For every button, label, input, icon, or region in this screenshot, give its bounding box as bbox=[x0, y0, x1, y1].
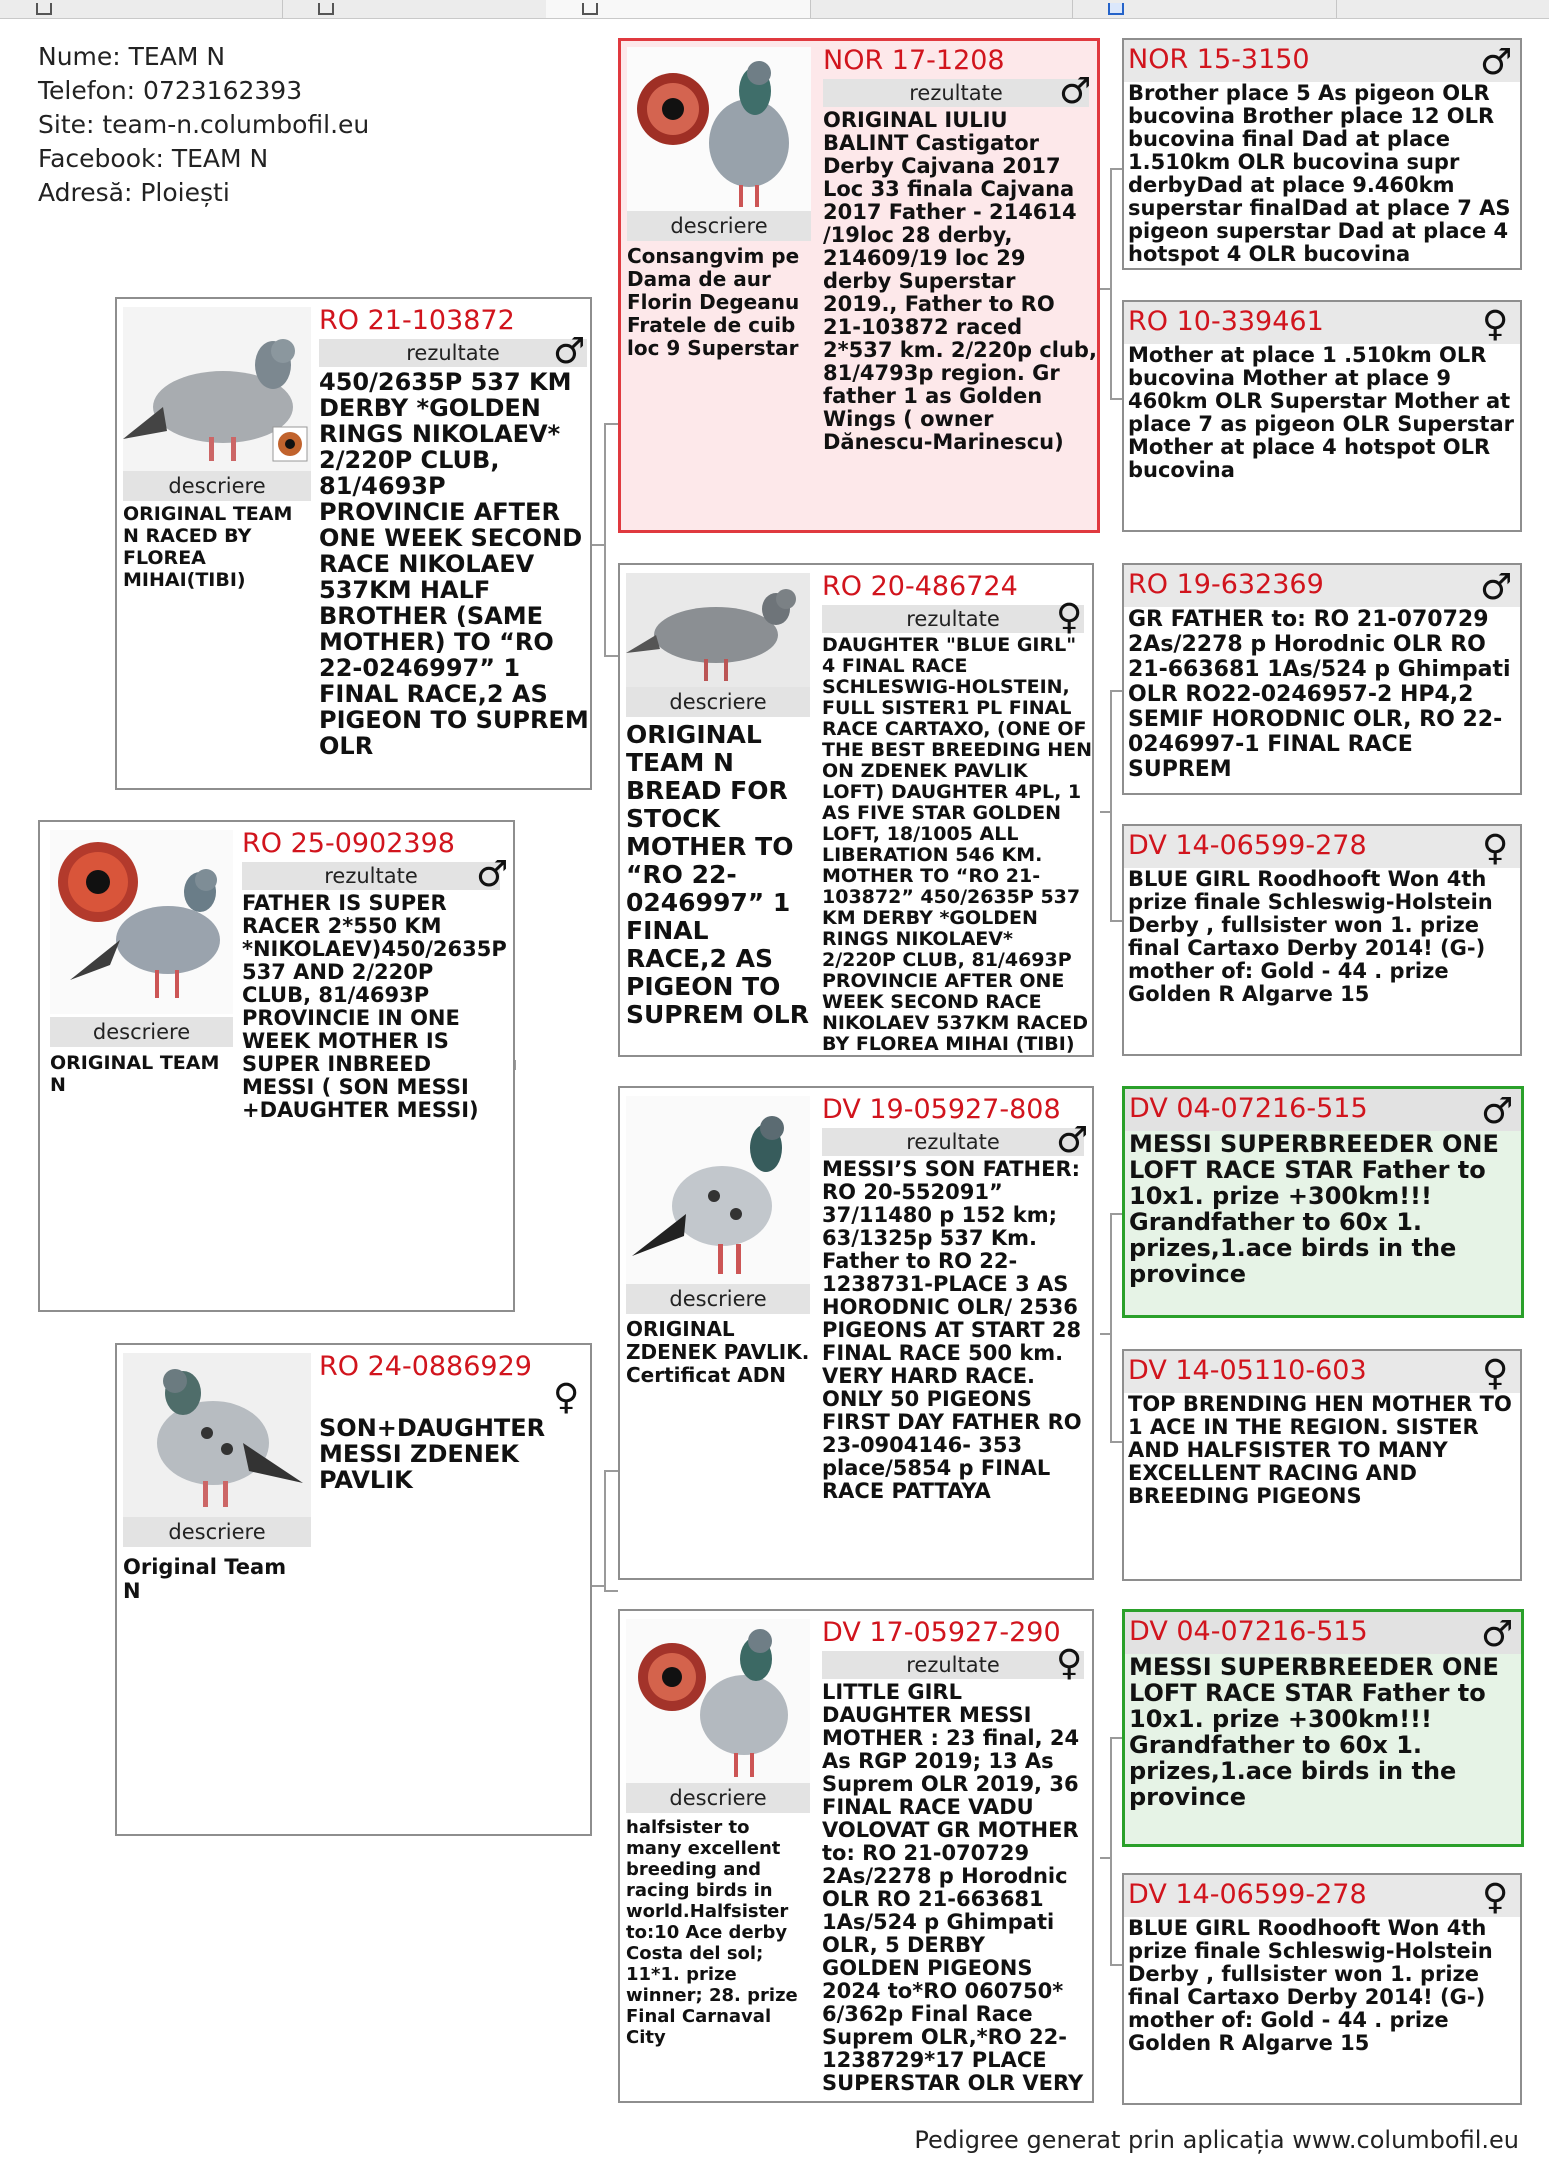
male-icon: ♂ bbox=[1481, 1091, 1514, 1132]
rezultate-button[interactable]: rezultate bbox=[822, 605, 1084, 633]
pigeon-photo[interactable] bbox=[123, 307, 311, 473]
footer-credit: Pedigree generat prin aplicația www.columbofil.eu bbox=[914, 2126, 1519, 2154]
pigeon-card-maternal-grandmother bbox=[618, 1609, 1094, 2103]
pigeon-info: BLUE GIRL Roodhooft Won 4th prize finale Schleswig-Holstein Derby , fullsister won 1. prize final Cartaxo Derby 2014! (G-) mother of: Gold - 44 . prize Golden R Algarve 15 bbox=[1128, 868, 1493, 1006]
rezultate-button[interactable]: rezultate bbox=[242, 862, 500, 890]
connector-line bbox=[604, 1590, 618, 1592]
male-icon: ♂ bbox=[476, 854, 509, 895]
page-icon bbox=[318, 3, 334, 15]
page-icon bbox=[36, 3, 52, 15]
pigeon-photo[interactable] bbox=[50, 830, 233, 1014]
female-icon: ♀ bbox=[1482, 828, 1509, 869]
male-icon: ♂ bbox=[1056, 1120, 1089, 1161]
pigeon-description: Original Team N bbox=[123, 1555, 287, 1603]
pigeon-card-mmf bbox=[1122, 1609, 1524, 1847]
pigeon-info: MESSI SUPERBREEDER ONE LOFT RACE STAR Father to 10x1. prize +300km!!! Grandfather to 60x 1. prizes,1.ace birds in the province bbox=[1129, 1654, 1499, 1811]
connector-line bbox=[1110, 1213, 1112, 1443]
connector-line bbox=[1110, 1737, 1112, 1966]
female-icon: ♀ bbox=[1482, 304, 1509, 345]
pigeon-description: ORIGINAL TEAM N BREAD FOR STOCK MOTHER TO “RO 22-0246997” 1 FINAL RACE,2 AS PIGEON TO SUPREM OLR bbox=[626, 720, 809, 1029]
browser-tab-1[interactable] bbox=[0, 0, 283, 18]
connector-line bbox=[604, 1470, 606, 1592]
pigeon-photo[interactable] bbox=[626, 1619, 810, 1785]
pigeon-info: Mother at place 1 .510km OLR bucovina Mother at place 9 460km OLR Superstar Mother at place 7 as pigeon OLR Superstar Mother at place 4 hotspot OLR bucovina bbox=[1128, 344, 1514, 482]
connector-line bbox=[1110, 690, 1112, 922]
descriere-button[interactable]: descriere bbox=[123, 1517, 311, 1547]
pigeon-photo[interactable] bbox=[627, 47, 811, 217]
pigeon-eye-icon bbox=[627, 47, 811, 217]
pigeon-card-mother bbox=[115, 1343, 592, 1836]
connector-line bbox=[592, 544, 604, 546]
pigeon-card-fmf bbox=[1122, 563, 1522, 795]
browser-tab-2[interactable] bbox=[282, 0, 547, 18]
pigeon-info: MESSI SUPERBREEDER ONE LOFT RACE STAR Father to 10x1. prize +300km!!! Grandfather to 60x 1. prizes,1.ace birds in the province bbox=[1129, 1131, 1499, 1288]
browser-tab-4[interactable] bbox=[810, 0, 1073, 18]
pigeon-card-subject bbox=[38, 820, 515, 1312]
pigeon-card-fmm bbox=[1122, 824, 1522, 1056]
rezultate-button[interactable]: rezultate bbox=[823, 79, 1089, 107]
pigeon-info: TOP BRENDING HEN MOTHER TO 1 ACE IN THE REGION. SISTER AND HALFSISTER TO MANY EXCELLENT RACING AND BREEDING PIGEONS bbox=[1128, 1393, 1512, 1508]
rezultate-button[interactable]: rezultate bbox=[319, 339, 587, 367]
female-icon: ♀ bbox=[1482, 1353, 1509, 1394]
pigeon-description: halfsister to many excellent breeding and racing birds in world.Halfsister to:10 Ace derby Costa del sol; 11*1. prize winner; 28. prize Final Carnaval City bbox=[626, 1817, 798, 2048]
pigeon-ring-number[interactable]: DV 17-05927-290 bbox=[822, 1617, 1061, 1648]
pigeon-info: SON+DAUGHTER MESSI ZDENEK PAVLIK bbox=[319, 1415, 546, 1494]
descriere-button[interactable]: descriere bbox=[123, 471, 311, 501]
contact-address: Adresă: Ploiești bbox=[38, 178, 230, 207]
pigeon-info: FATHER IS SUPER RACER 2*550 KM *NIKOLAEV)450/2635P 537 AND 2/220P CLUB, 81/4693P PROVINCIE IN ONE WEEK MOTHER IS SUPER INBREED MESSI ( SON MESSI +DAUGHTER MESSI) bbox=[242, 892, 507, 1122]
male-icon: ♂ bbox=[1059, 71, 1092, 112]
rezultate-button[interactable]: rezultate bbox=[822, 1128, 1084, 1156]
pigeon-photo[interactable] bbox=[626, 1096, 810, 1286]
pigeon-photo-icon bbox=[626, 573, 810, 689]
male-icon: ♂ bbox=[1480, 567, 1513, 608]
pigeon-card-mmm bbox=[1122, 1873, 1522, 2105]
pigeon-ring-number[interactable]: DV 04-07216-515 bbox=[1129, 1093, 1368, 1124]
pigeon-info: GR FATHER to: RO 21-070729 2As/2278 p Horodnic OLR RO 21-663681 1As/524 p Ghimpati OLR RO22-0246957-2 HP4,2 SEMIF HORODNIC OLR, RO 22-0246997-1 FINAL RACE SUPREM bbox=[1128, 607, 1511, 782]
pigeon-ring-number[interactable]: RO 10-339461 bbox=[1128, 306, 1324, 337]
pigeon-ring-number[interactable]: NOR 15-3150 bbox=[1128, 44, 1310, 75]
pigeon-info: ORIGINAL IULIU BALINT Castigator Derby Cajvana 2017 Loc 33 finala Cajvana 2017 Father - 214614 /19loc 28 derby, 214609/19 loc 29 derby Superstar 2019., Father to RO 21-103872 raced 2*537 km. 2/220p club, 81/4793p region. Gr father 1 as Golden Wings ( owner Dănescu-Marinescu) bbox=[823, 109, 1097, 454]
pigeon-photo[interactable] bbox=[123, 1353, 311, 1519]
male-icon: ♂ bbox=[1480, 42, 1513, 83]
connector-line bbox=[592, 1585, 604, 1587]
pigeon-card-mff bbox=[1122, 1086, 1524, 1318]
pigeon-ring-number[interactable]: RO 24-0886929 bbox=[319, 1351, 532, 1382]
connector-line bbox=[604, 423, 618, 425]
pigeon-ring-number[interactable]: DV 14-05110-603 bbox=[1128, 1355, 1367, 1386]
male-icon: ♂ bbox=[553, 331, 586, 372]
pigeon-photo-icon bbox=[626, 1096, 810, 1286]
pigeon-info: MESSI’S SON FATHER: RO 20-552091” 37/11480 p 152 km; 63/1325p 537 Km. Father to RO 22-1238731-PLACE 3 AS HORODNIC OLR/ 2536 PIGEONS AT START 28 FINAL RACE 500 km. VERY HARD RACE. ONLY 50 PIGEONS FIRST DAY FATHER RO 23-0904146- 353 place/5854 p FINAL RACE PATTAYA bbox=[822, 1158, 1082, 1503]
checkbox-icon bbox=[1108, 3, 1124, 15]
browser-tab-5[interactable] bbox=[1072, 0, 1337, 18]
connector-line bbox=[604, 423, 606, 656]
pigeon-description: ORIGINAL TEAM N bbox=[50, 1052, 220, 1096]
pigeon-ring-number[interactable]: DV 19-05927-808 bbox=[822, 1094, 1061, 1125]
pigeon-description: Consangvim pe Dama de aur Florin Degeanu Fratele de cuib loc 9 Superstar bbox=[627, 244, 800, 360]
connector-line bbox=[604, 655, 618, 657]
pigeon-description: ORIGINAL ZDENEK PAVLIK. Certificat ADN bbox=[626, 1317, 810, 1387]
pigeon-card-ffm bbox=[1122, 300, 1522, 532]
pigeon-ring-number[interactable]: NOR 17-1208 bbox=[823, 45, 1005, 76]
pigeon-card-paternal-grandmother bbox=[618, 563, 1094, 1057]
contact-facebook: Facebook: TEAM N bbox=[38, 144, 269, 173]
pigeon-card-mfm bbox=[1122, 1349, 1522, 1581]
pigeon-ring-number[interactable]: DV 14-06599-278 bbox=[1128, 830, 1367, 861]
browser-tab-strip bbox=[0, 0, 1549, 19]
pigeon-ring-number[interactable]: DV 04-07216-515 bbox=[1129, 1616, 1368, 1647]
pigeon-info: 450/2635P 537 KM DERBY *GOLDEN RINGS NIKOLAEV* 2/220P CLUB, 81/4693P PROVINCIE AFTER ONE WEEK SECOND RACE NIKOLAEV 537KM HALF BROTHER (SAME MOTHER) TO “RO 22-0246997” 1 FINAL RACE,2 AS PIGEON TO SUPREM OLR bbox=[319, 369, 589, 760]
pigeon-info: DAUGHTER "BLUE GIRL" 4 FINAL RACE SCHLESWIG-HOLSTEIN, FULL SISTER1 PL FINAL RACE CARTAXO, (ONE OF THE BEST BREEDING HEN ON ZDENEK PAVLIK LOFT) DAUGHTER 4PL, 1 AS FIVE STAR GOLDEN LOFT, 18/1005 ALL LIBERATION 546 KM. MOTHER TO “RO 21-103872” 450/2635P 537 KM DERBY *GOLDEN RINGS NIKOLAEV* 2/220P CLUB, 81/4693P PROVINCIE AFTER ONE WEEK SECOND RACE NIKOLAEV 537KM RACED BY FLOREA MIHAI (TIBI) bbox=[822, 635, 1092, 1055]
female-icon: ♀ bbox=[1482, 1877, 1509, 1918]
pigeon-eye-icon bbox=[626, 1619, 810, 1785]
pigeon-card-maternal-grandfather bbox=[618, 1086, 1094, 1580]
descriere-button[interactable]: descriere bbox=[626, 1284, 810, 1314]
pigeon-info: LITTLE GIRL DAUGHTER MESSI MOTHER : 23 final, 24 As RGP 2019; 13 As Suprem OLR 2019, 36 FINAL RACE VADU VOLOVAT GR MOTHER to: RO 21-070729 2As/2278 p Horodnic OLR RO 21-663681 1As/524 p Ghimpati OLR, 5 DERBY GOLDEN PIGEONS 2024 to*RO 060750* 6/362p Final Race Suprem OLR,*RO 22-1238729*17 PLACE SUPERSTAR OLR VERY bbox=[822, 1681, 1084, 2095]
descriere-button[interactable]: descriere bbox=[626, 687, 810, 717]
pigeon-ring-number[interactable]: RO 21-103872 bbox=[319, 305, 515, 336]
contact-site: Site: team-n.columbofil.eu bbox=[38, 110, 370, 139]
pigeon-card-paternal-grandfather bbox=[618, 38, 1100, 533]
contact-name: Nume: TEAM N bbox=[38, 42, 226, 71]
pigeon-eye-icon bbox=[50, 830, 233, 1014]
pigeon-ring-number[interactable]: DV 14-06599-278 bbox=[1128, 1879, 1367, 1910]
pigeon-photo-icon bbox=[123, 1353, 311, 1519]
descriere-button[interactable]: descriere bbox=[50, 1017, 233, 1047]
male-icon: ♂ bbox=[1481, 1614, 1514, 1655]
pigeon-description: ORIGINAL TEAM N RACED BY FLOREA MIHAI(TIBI) bbox=[123, 503, 293, 591]
connector-line bbox=[1110, 168, 1112, 400]
pigeon-ring-number[interactable]: RO 20-486724 bbox=[822, 571, 1018, 602]
pigeon-card-father bbox=[115, 297, 592, 790]
pigeon-photo[interactable] bbox=[626, 573, 810, 689]
pigeon-info: BLUE GIRL Roodhooft Won 4th prize finale Schleswig-Holstein Derby , fullsister won 1. prize final Cartaxo Derby 2014! (G-) mother of: Gold - 44 . prize Golden R Algarve 15 bbox=[1128, 1917, 1493, 2055]
female-icon: ♀ bbox=[553, 1377, 580, 1418]
pigeon-info: Brother place 5 As pigeon OLR bucovina Brother place 12 OLR bucovina final Dad at place 1.510km OLR bucovina supr derbyDad at place 9.460km superstar finalDad at place 7 AS pigeon superstar Dad at place 4 hotspot 4 OLR bucovina bbox=[1128, 82, 1511, 266]
contact-info bbox=[38, 40, 369, 210]
rezultate-button[interactable]: rezultate bbox=[822, 1651, 1084, 1679]
descriere-button[interactable]: descriere bbox=[627, 211, 811, 241]
page-icon bbox=[582, 3, 598, 15]
pigeon-photo-icon bbox=[123, 307, 311, 473]
pigeon-card-fff bbox=[1122, 38, 1522, 270]
female-icon: ♀ bbox=[1056, 597, 1083, 638]
browser-tab-3[interactable] bbox=[546, 0, 811, 18]
browser-tab-6[interactable] bbox=[1336, 0, 1549, 18]
pigeon-ring-number[interactable]: RO 25-0902398 bbox=[242, 828, 455, 859]
contact-phone: Telefon: 0723162393 bbox=[38, 76, 303, 105]
descriere-button[interactable]: descriere bbox=[626, 1783, 810, 1813]
female-icon: ♀ bbox=[1056, 1643, 1083, 1684]
connector-line bbox=[604, 1470, 618, 1472]
pigeon-ring-number[interactable]: RO 19-632369 bbox=[1128, 569, 1324, 600]
